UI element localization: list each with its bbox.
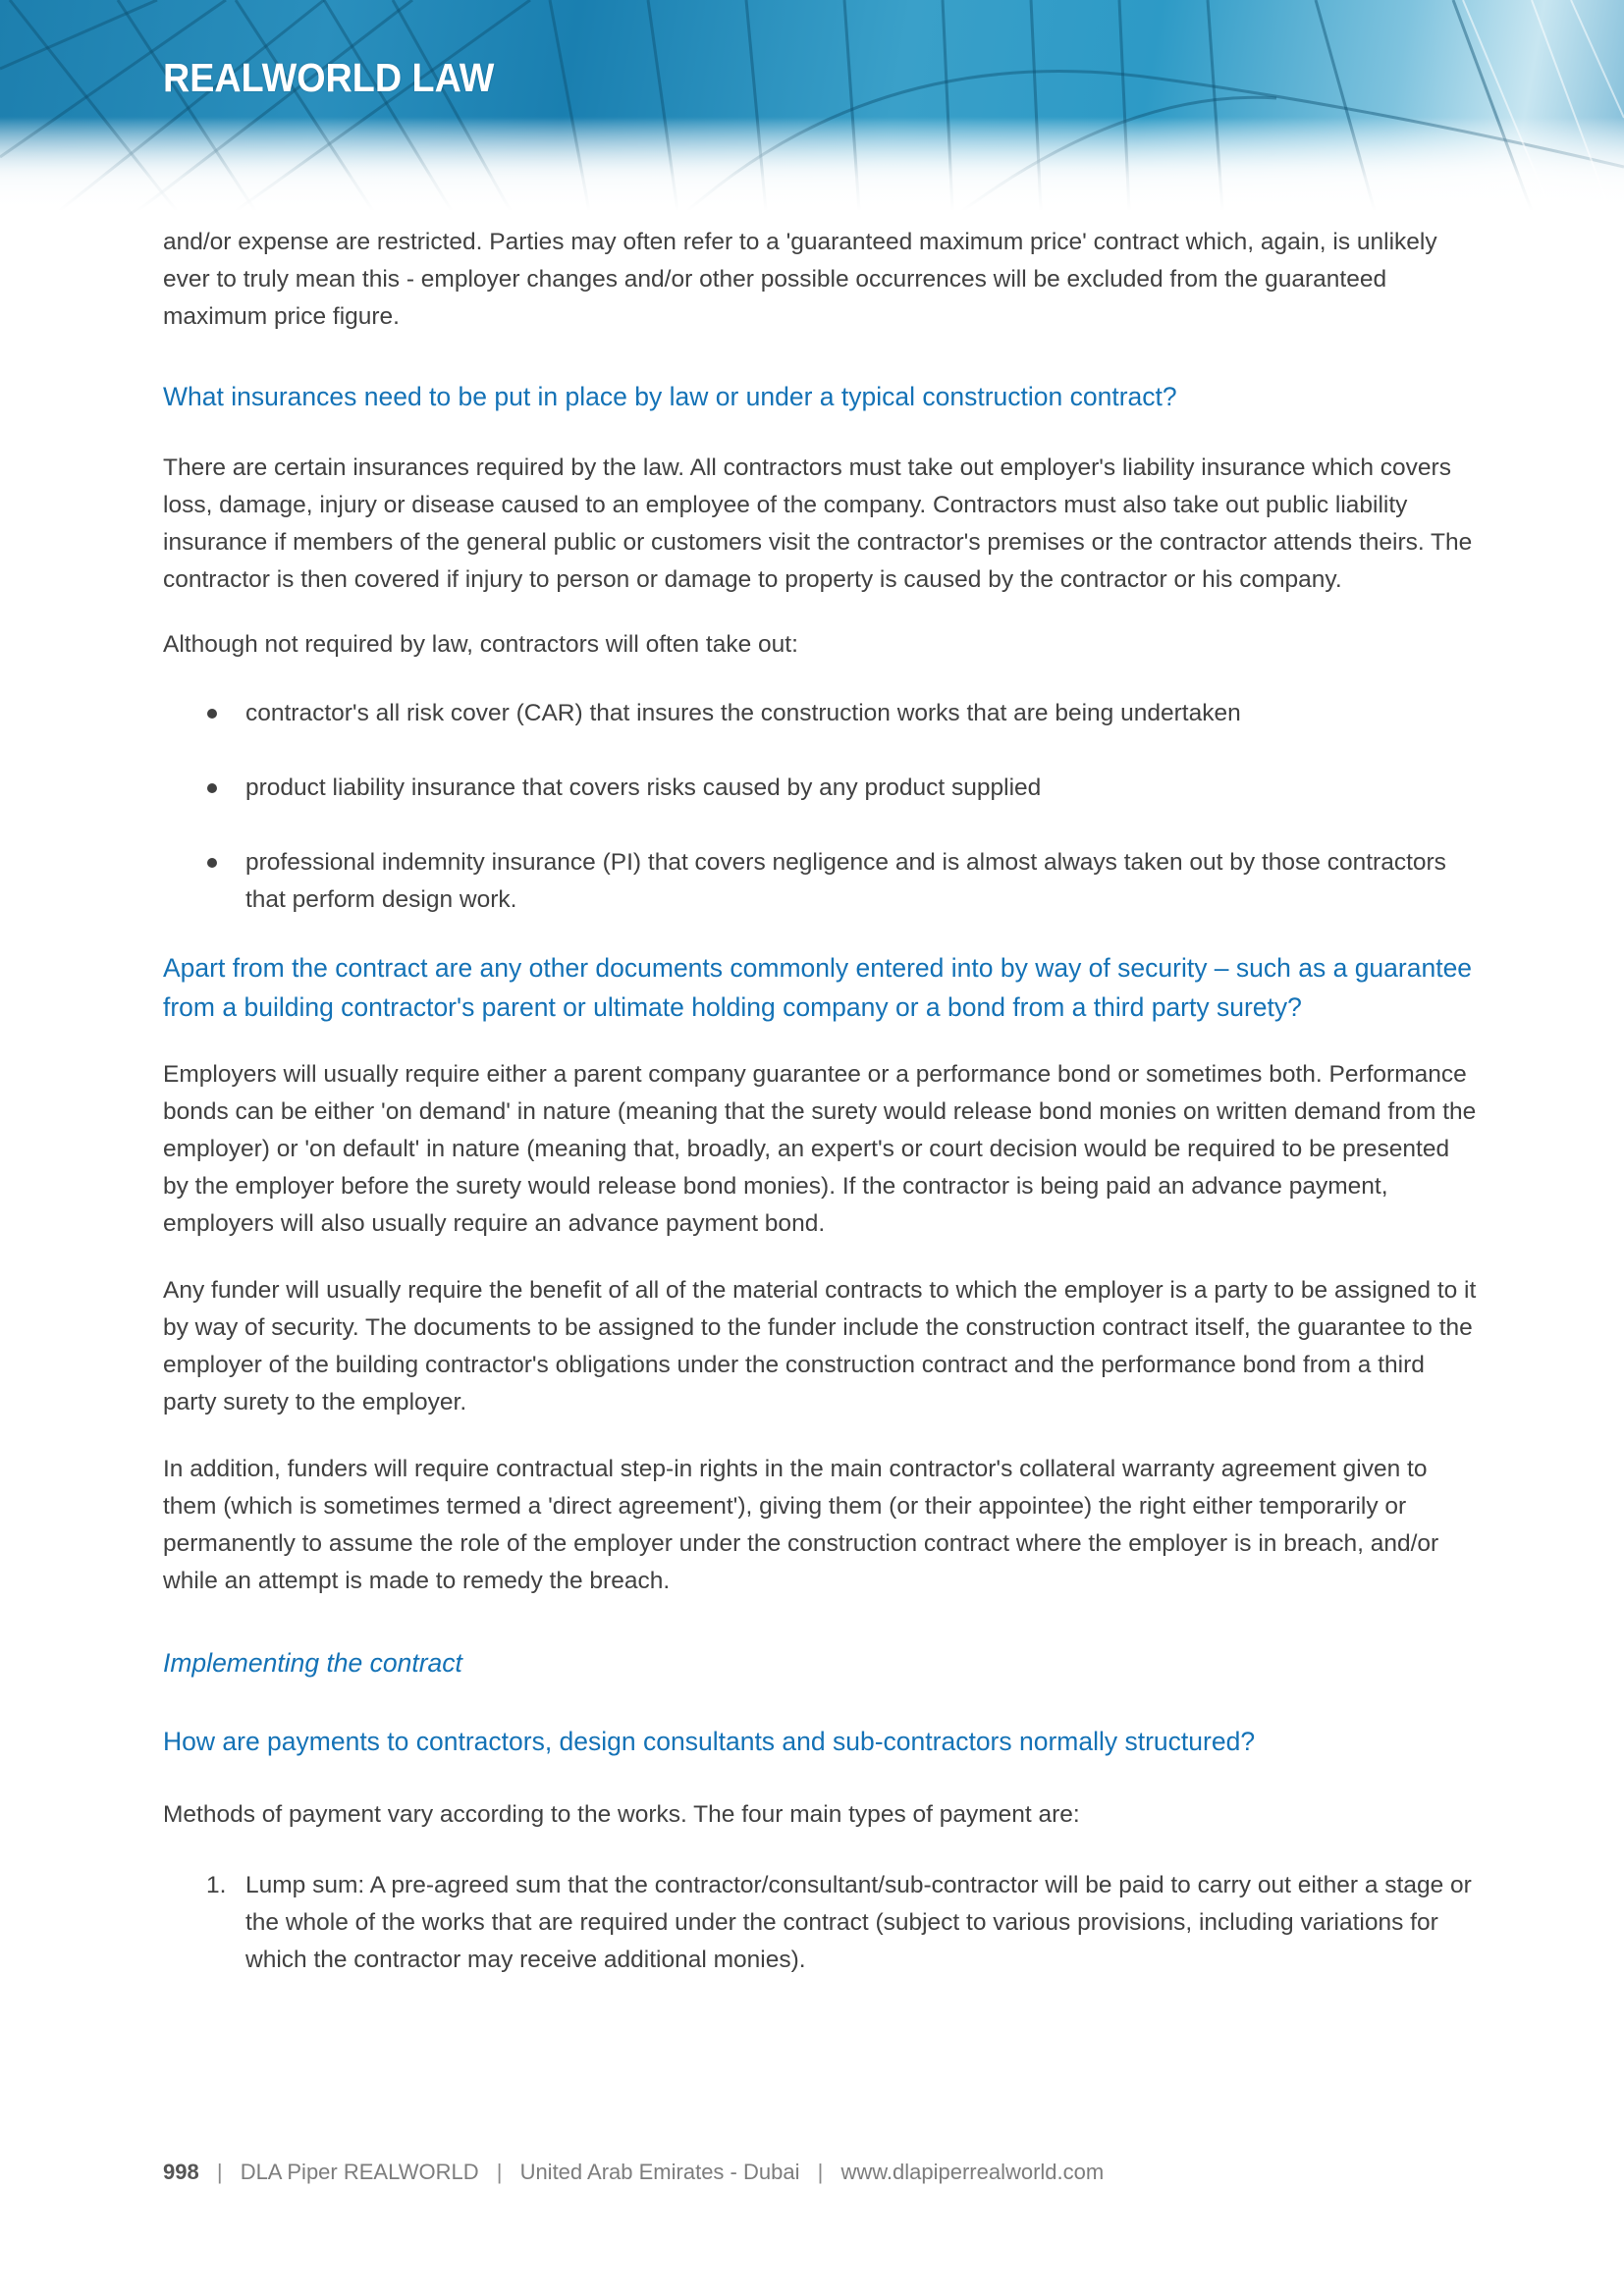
document-body: [163, 224, 1479, 1979]
payments-intro: Methods of payment vary according to the works. The four main types of payment are:: [163, 1801, 1080, 1828]
footer-separator: |: [496, 2160, 503, 2184]
bullet-text: contractor's all risk cover (CAR) that insures the construction works that are being undertaken: [245, 700, 1241, 726]
glass-building-graphic: [0, 0, 1624, 211]
bullet-icon: [207, 709, 217, 719]
intro-paragraph: and/or expense are restricted. Parties may often refer to a 'guaranteed maximum price' contract which, again, is unlikely ever to truly mean this - employer changes and/or other possible occurrences will be excluded from the guaranteed maximum price figure.: [163, 229, 1437, 330]
question-heading-insurance: What insurances need to be put in place by law or under a typical construction contract?: [163, 382, 1177, 411]
footer-separator: |: [817, 2160, 824, 2184]
security-paragraph-1: Employers will usually require either a parent company guarantee or a performance bond or sometimes both. Performance bonds can be either 'on demand' in nature (meaning that the surety would release bond monies on written demand from the employer) or 'on default' in nature (meaning that, broadly, an expert's or court decision would be required to be presented by the employer before the surety would release bond monies). If the contractor is being paid an advance payment, employers will also usually require an advance payment bond.: [163, 1061, 1477, 1237]
page-number: 998: [163, 2160, 199, 2184]
payment-types-list: [163, 1867, 1479, 1979]
bullet-text: professional indemnity insurance (PI) that covers negligence and is almost always taken out by those contractors that perform design work.: [245, 849, 1446, 913]
footer-jurisdiction: United Arab Emirates - Dubai: [519, 2160, 800, 2184]
item-number: 1.: [206, 1872, 227, 1898]
optional-insurance-intro: Although not required by law, contractors will often take out:: [163, 631, 798, 658]
bullet-icon: [207, 783, 217, 793]
bullet-icon: [207, 858, 217, 868]
question-heading-security: Apart from the contract are any other documents commonly entered into by way of security – such as a guarantee from a building contractor's parent or ultimate holding company or a bond from a third party surety?: [163, 953, 1473, 1022]
security-paragraph-2: Any funder will usually require the benefit of all of the material contracts to which the employer is a party to be assigned to it by way of security. The documents to be assigned to the funder include the construction contract itself, the guarantee to the employer of the building contractor's obligations under the construction contract and the performance bond from a third party surety to the employer.: [163, 1277, 1477, 1415]
footer-publisher: DLA Piper REALWORLD: [240, 2160, 479, 2184]
insurance-bullet-list: [163, 695, 1479, 919]
bullet-item: [163, 695, 1479, 732]
subheading-implementing-contract: Implementing the contract: [163, 1648, 462, 1678]
bullet-item: [163, 770, 1479, 807]
insurance-paragraph: There are certain insurances required by the law. All contractors must take out employer's liability insurance which covers loss, damage, injury or disease caused to an employee of the company. Contractors must also take out public liability insurance if members of the general public or customers visit the contractor's premises or the contractor attends theirs. The contractor is then covered if injury to person or damage to property is caused by the contractor or his company.: [163, 454, 1473, 593]
item-text: Lump sum: A pre-agreed sum that the contractor/consultant/sub-contractor will be paid to carry out either a stage or the whole of the works that are required under the contract (subject to various provisions, including variations for which the contractor may receive additional monies).: [245, 1872, 1472, 1973]
footer-website-link[interactable]: www.dlapiperrealworld.com: [840, 2160, 1105, 2184]
numbered-item: [163, 1867, 1479, 1979]
page-footer: [163, 2160, 1104, 2185]
footer-separator: |: [216, 2160, 223, 2184]
publication-title: REALWORLD LAW: [163, 55, 495, 100]
security-paragraph-3: In addition, funders will require contractual step-in rights in the main contractor's collateral warranty agreement given to them (which is sometimes termed a 'direct agreement'), giving them (or their appointee) the right either temporarily or permanently to assume the role of the employer under the construction contract where the employer is in breach, and/or while an attempt is made to remedy the breach.: [163, 1456, 1439, 1594]
question-heading-payments: How are payments to contractors, design consultants and sub-contractors normally structured?: [163, 1727, 1256, 1756]
header-banner: [0, 0, 1624, 211]
bullet-text: product liability insurance that covers risks caused by any product supplied: [245, 774, 1042, 801]
bullet-item: [163, 844, 1479, 919]
